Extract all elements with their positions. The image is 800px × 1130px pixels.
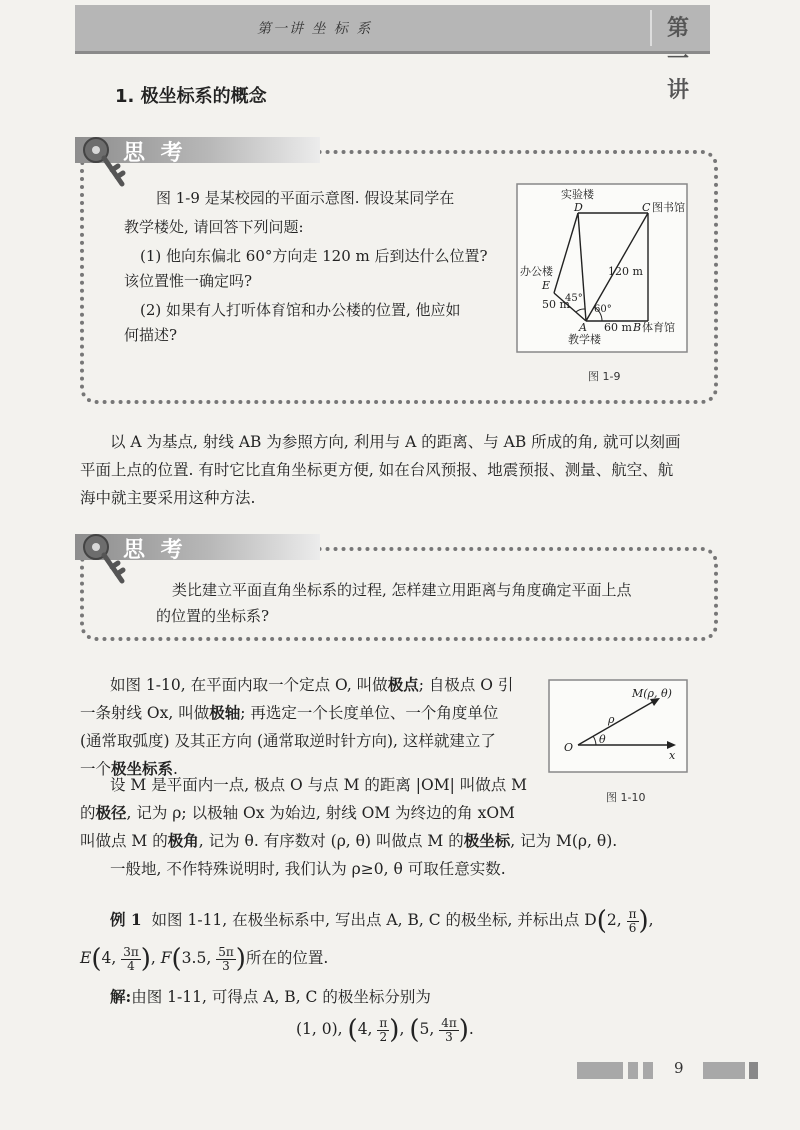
para4-line-1: 一般地, 不作特殊说明时, 我们认为 ρ≥0, θ 可取任意实数. xyxy=(110,860,506,878)
think-label-2: 思 考 xyxy=(123,538,187,563)
label-pole-o: O xyxy=(564,741,574,754)
label-point-b: B xyxy=(633,321,642,334)
label-office-building: 办公楼 xyxy=(520,265,553,278)
think1-question-2: (2) 如果有人打听体育馆和办公楼的位置, 他应如 xyxy=(140,301,461,319)
example-label: 例 1 xyxy=(110,910,142,929)
figure-1-10 xyxy=(548,679,688,773)
think2-line-1: 类比建立平面直角坐标系的过程, 怎样建立用距离与角度确定平面上点 xyxy=(172,581,632,599)
label-rho: ρ xyxy=(608,713,615,726)
footer-bar xyxy=(577,1062,623,1079)
solution-line-1: 解:由图 1-11, 可得点 A, B, C 的极坐标分别为 xyxy=(110,987,431,1006)
label-dist-ab: 60 m xyxy=(604,321,632,334)
label-point-d: D xyxy=(574,201,583,214)
para1-line-2: 平面上点的位置. 有时它比直角坐标更方便, 如在台风预报、地震预报、测量、航空、航 xyxy=(80,461,674,479)
para2-line-2: 一条射线 Ox, 叫做极轴; 再选定一个长度单位、一个角度单位 xyxy=(80,703,499,722)
label-dist-ca: 120 m xyxy=(608,265,643,278)
label-theta: θ xyxy=(599,733,606,746)
para2-line-1: 如图 1-10, 在平面内取一个定点 O, 叫做极点; 自极点 O 引 xyxy=(110,675,514,694)
page-number: 9 xyxy=(674,1059,684,1077)
think2-line-2: 的位置的坐标系? xyxy=(156,607,270,625)
para2-line-3: (通常取弧度) 及其正方向 (通常取逆时针方向), 这样就建立了 xyxy=(80,732,496,750)
fraction-4pi-over-3: $\frac{4\pi}{3}$ xyxy=(441,1015,457,1044)
fraction-5pi-over-3: $\frac{5\pi}{3}$ xyxy=(218,944,234,973)
para2-line-4: 一个极坐标系. xyxy=(80,759,178,778)
figure-1-10-caption: 图 1-10 xyxy=(606,791,646,804)
term-pole: 极点 xyxy=(387,675,419,694)
header-lecture-label: 第 一 讲 xyxy=(667,16,695,103)
solution-answer: (1, 0), (4, $\frac{\pi}{2}$ ), (5, $\frac{4\pi}{3}$ ). xyxy=(296,1015,474,1045)
footer-bar xyxy=(643,1062,653,1079)
think1-line-1: 图 1-9 是某校园的平面示意图. 假设某同学在 xyxy=(156,189,455,207)
label-teaching-building: 教学楼 xyxy=(568,333,601,346)
para3-line-3: 叫做点 M 的极角, 记为 θ. 有序数对 (ρ, θ) 叫做点 M 的极坐标, 记为 M(ρ, θ). xyxy=(80,831,618,850)
term-polar-coordinate-system: 极坐标系 xyxy=(111,759,174,778)
label-lab-building: 实验楼 xyxy=(561,188,594,201)
label-x: x xyxy=(669,749,676,762)
term-polar-angle: 极角 xyxy=(167,831,199,850)
para1-line-1: 以 A 为基点, 射线 AB 为参照方向, 利用与 A 的距离、与 AB 所成的角, 就可以刻画 xyxy=(110,433,681,451)
term-polar-coordinates: 极坐标 xyxy=(463,831,511,850)
label-point-c: C xyxy=(642,201,651,214)
example1-line-2: E(4, $\frac{3\pi}{4}$ ), F(3.5, $\frac{5\pi}{3}$ )所在的位置. xyxy=(80,944,329,974)
label-point-m: M(ρ, θ) xyxy=(632,687,672,700)
para1-line-3: 海中就主要采用这种方法. xyxy=(80,489,256,507)
label-angle-45: 45° xyxy=(565,293,583,304)
think1-question-1-cont: 该位置惟一确定吗? xyxy=(124,272,253,290)
term-polar-axis: 极轴 xyxy=(209,703,241,722)
term-polar-radius: 极径 xyxy=(95,803,127,822)
example1-line-1: 例 1 如图 1-11, 在极坐标系中, 写出点 A, B, C 的极坐标, 并标出点 D(2, $\frac{\pi}{6}$ ), xyxy=(110,906,654,936)
key-icon xyxy=(78,529,130,589)
header-separator xyxy=(650,10,652,46)
footer-bar xyxy=(628,1062,638,1079)
think1-question-2-cont: 何描述? xyxy=(124,326,178,344)
para3-line-1: 设 M 是平面内一点, 极点 O 与点 M 的距离 |OM| 叫做点 M xyxy=(110,776,528,794)
section-title: 1. 极坐标系的概念 xyxy=(115,86,267,107)
key-icon xyxy=(78,132,130,192)
footer-bar xyxy=(703,1062,745,1079)
label-point-e: E xyxy=(542,279,551,292)
header-chapter-title: 第一讲 坐 标 系 xyxy=(257,21,373,37)
fraction-pi-over-6: $\frac{\pi}{6}$ xyxy=(628,906,637,935)
label-dist-ea: 50 m xyxy=(542,298,570,311)
para3-line-2: 的极径, 记为 ρ; 以极轴 Ox 为始边, 射线 OM 为终边的角 xOM xyxy=(80,803,515,822)
think-label-1: 思 考 xyxy=(123,141,187,166)
figure-1-9-caption: 图 1-9 xyxy=(588,370,621,383)
fraction-pi-over-2: $\frac{\pi}{2}$ xyxy=(379,1015,388,1044)
think1-question-1: (1) 他向东偏北 60°方向走 120 m 后到达什么位置? xyxy=(140,247,488,265)
label-angle-60: 60° xyxy=(594,304,612,315)
label-point-a: A xyxy=(579,321,587,334)
footer-bar xyxy=(749,1062,758,1079)
fraction-3pi-over-4: $\frac{3\pi}{4}$ xyxy=(123,944,139,973)
think1-line-2: 教学楼处, 请回答下列问题: xyxy=(124,218,304,236)
label-gym: 体育馆 xyxy=(642,321,675,334)
label-library: 图书馆 xyxy=(652,201,685,214)
figure-1-9 xyxy=(516,183,688,353)
solution-label: 解: xyxy=(110,987,132,1006)
